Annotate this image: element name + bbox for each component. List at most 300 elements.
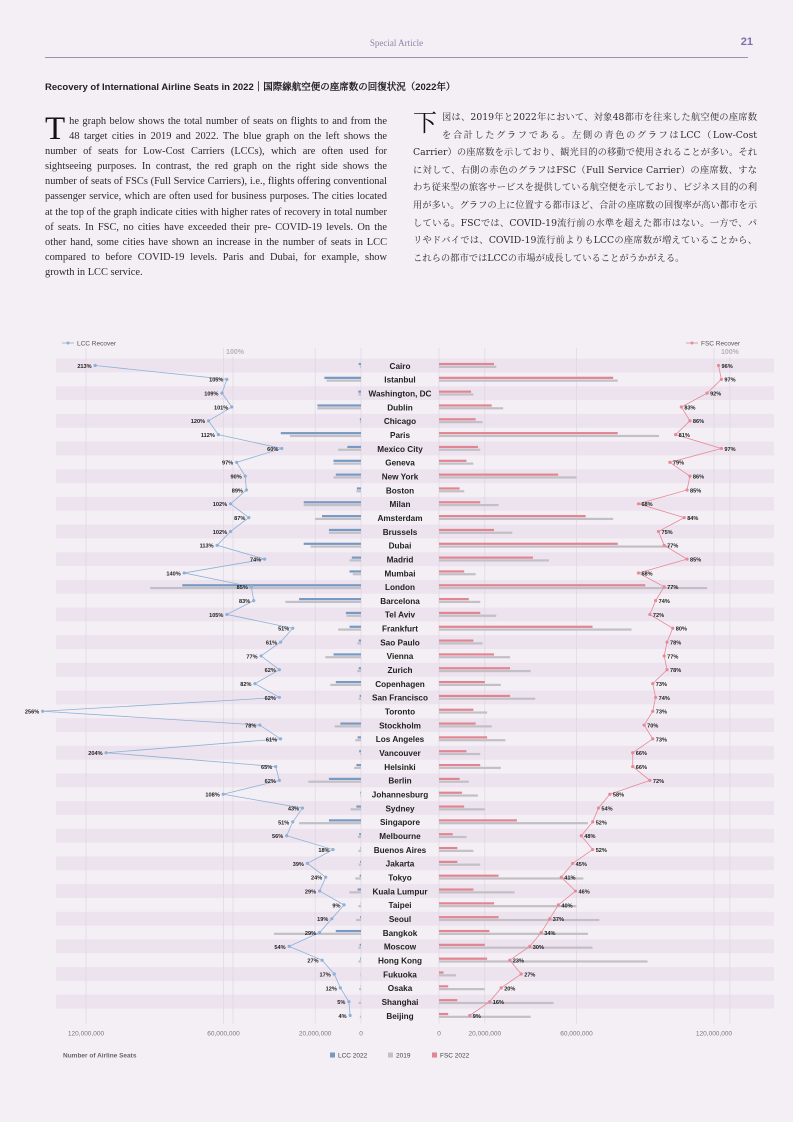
city-label: Brussels	[382, 527, 418, 537]
bar-lcc-2019	[360, 794, 361, 796]
fsc-recover-point	[608, 793, 611, 796]
bar-lcc-2019	[347, 615, 361, 617]
header-rule	[45, 57, 748, 58]
fsc-recover-point	[528, 945, 531, 948]
fsc-recover-label: 68%	[641, 502, 653, 509]
bar-lcc-2019	[327, 380, 361, 382]
lcc-recover-point	[41, 710, 44, 713]
bar-fsc-2019	[439, 960, 648, 962]
fsc-recover-label: 96%	[721, 363, 733, 370]
fsc-recover-point	[643, 723, 646, 726]
axis-tick-fsc: 60,000,000	[560, 1030, 593, 1038]
fsc-recover-label: 23%	[512, 958, 524, 965]
bar-fsc-2022	[439, 695, 510, 697]
fsc-recover-label: 52%	[595, 847, 607, 854]
bar-fsc-2019	[439, 407, 503, 409]
bar-lcc-2019	[358, 960, 361, 962]
bar-lcc-2019	[354, 767, 361, 769]
lcc-recover-label: 61%	[265, 737, 278, 744]
fsc-recover-label: 79%	[672, 460, 685, 467]
lcc-recover-label: 113%	[199, 543, 214, 550]
city-label: Berlin	[388, 776, 412, 786]
lcc-recover-label: 61%	[265, 640, 278, 647]
bar-fsc-2019	[439, 421, 483, 423]
lcc-recover-label: 256%	[24, 709, 40, 716]
bar-fsc-2022	[439, 681, 485, 683]
bar-fsc-2022	[439, 819, 517, 821]
bar-fsc-2019	[439, 1013, 531, 1020]
bar-fsc-2022	[439, 958, 487, 960]
fsc-recover-point	[685, 558, 688, 561]
bar-fsc-2022	[439, 391, 471, 393]
city-label: Los Angeles	[375, 735, 425, 745]
bar-lcc-2019	[299, 822, 361, 824]
lcc-recover-point	[244, 475, 247, 478]
fsc-recover-label: 77%	[667, 543, 679, 550]
lcc-recover-point	[105, 751, 108, 754]
city-label: Mumbai	[384, 569, 416, 579]
bar-lcc-2019	[338, 449, 361, 451]
bar-lcc-2022	[329, 819, 361, 821]
city-label: Taipei	[388, 901, 412, 911]
fsc-recover-label: 73%	[655, 681, 667, 688]
fsc-recover-label: 84%	[687, 516, 699, 523]
bar-fsc-2019	[439, 518, 613, 520]
bar-lcc-2022	[360, 861, 361, 863]
fsc-recover-label: 34%	[544, 930, 556, 937]
lcc-recover-point	[306, 862, 309, 865]
lcc-recover-point	[278, 668, 281, 671]
legend-fsc-recover-label: FSC Recover	[701, 340, 741, 348]
lcc-recover-point	[320, 959, 323, 962]
fsc-recover-label: 30%	[532, 944, 544, 951]
lcc-recover-point	[225, 378, 228, 381]
lcc-recover-label: 102%	[212, 529, 228, 536]
lcc-recover-label: 12%	[325, 986, 337, 993]
fsc-recover-label: 37%	[552, 917, 565, 924]
bar-lcc-2022	[329, 529, 361, 531]
bar-fsc-2019	[439, 836, 467, 838]
city-label: Dublin	[387, 403, 413, 413]
lcc-recover-label: 77%	[246, 654, 258, 661]
bar-lcc-2019	[334, 476, 362, 478]
lcc-recover-point	[339, 986, 342, 989]
bar-fsc-2022	[439, 529, 494, 531]
lcc-recover-point	[263, 558, 266, 561]
fsc-recover-label: 75%	[661, 529, 673, 536]
dropcap-japanese: 下	[413, 109, 437, 137]
legend-lcc-recover-label: LCC Recover	[77, 340, 117, 348]
bar-lcc-2019	[338, 628, 361, 630]
bar-lcc-2019	[360, 1016, 361, 1018]
fsc-recover-label: 45%	[575, 861, 587, 868]
bar-lcc-2022	[360, 916, 361, 918]
city-label: Zurich	[387, 666, 413, 676]
bar-lcc-2019	[358, 947, 361, 949]
bar-lcc-2022	[359, 667, 361, 669]
axis-tick-lcc: 60,000,000	[207, 1030, 240, 1038]
lcc-recover-point	[245, 488, 248, 491]
row-band	[56, 856, 774, 870]
lcc-recover-point	[94, 364, 97, 367]
legend-swatch	[432, 1053, 437, 1058]
bar-fsc-2022	[439, 487, 460, 489]
lcc-recover-label: 27%	[307, 958, 319, 965]
fsc-recover-label: 74%	[658, 695, 670, 702]
fsc-recover-label: 86%	[692, 419, 705, 426]
bar-lcc-2019	[350, 808, 361, 810]
bar-fsc-2019	[439, 794, 478, 796]
fsc-recover-label: 85%	[690, 557, 702, 564]
lcc-recover-point	[253, 682, 256, 685]
bar-fsc-2019	[439, 753, 480, 755]
bar-fsc-2022	[439, 750, 467, 752]
fsc-recover-point	[468, 1014, 471, 1017]
fsc-recover-point	[654, 599, 657, 602]
legend-lcc-recover-marker	[67, 342, 70, 345]
bar-lcc-2022	[304, 501, 361, 503]
fsc-recover-label: 41%	[564, 875, 576, 882]
fsc-recover-point	[717, 364, 720, 367]
city-label: Seoul	[388, 915, 412, 924]
fsc-recover-point	[631, 765, 634, 768]
bar-fsc-2019	[439, 725, 492, 727]
bar-fsc-2022	[439, 999, 457, 1001]
city-label: Cairo	[389, 361, 411, 371]
bar-fsc-2019	[439, 988, 485, 990]
city-label: Amsterdam	[377, 513, 423, 523]
bar-fsc-2022	[439, 971, 444, 973]
bar-fsc-2019	[439, 532, 512, 534]
bar-fsc-2019	[439, 864, 480, 866]
bar-lcc-2019	[360, 974, 361, 976]
bar-lcc-2022	[299, 598, 361, 600]
lcc-recover-point	[274, 765, 277, 768]
city-label: Madrid	[386, 555, 414, 565]
bar-fsc-2022	[439, 764, 480, 766]
fsc-recover-label: 83%	[684, 405, 696, 412]
lcc-recover-label: 109%	[204, 391, 219, 398]
fsc-recover-point	[648, 613, 651, 616]
lcc-recover-label: 78%	[245, 723, 257, 730]
bar-lcc-2022	[358, 736, 361, 738]
bar-fsc-2019	[439, 656, 510, 658]
fsc-recover-point	[674, 433, 677, 436]
fsc-recover-point	[657, 530, 660, 533]
bar-lcc-2022	[360, 418, 361, 420]
bar-lcc-2019	[360, 421, 361, 423]
lcc-recover-point	[220, 392, 223, 395]
lcc-recover-label: 62%	[264, 695, 276, 702]
lcc-recover-point	[217, 433, 220, 436]
row-band	[56, 912, 774, 926]
bar-fsc-2019	[439, 380, 618, 382]
bar-lcc-2019	[357, 642, 361, 644]
fsc-recover-label: 81%	[678, 433, 690, 440]
fsc-recover-point	[591, 820, 594, 823]
page-number: 21	[740, 36, 753, 48]
fsc-recover-point	[648, 779, 651, 782]
bar-lcc-2019	[304, 504, 361, 506]
city-label: Copenhagen	[375, 679, 425, 689]
fsc-recover-point	[560, 876, 563, 879]
city-label: Paris	[389, 430, 411, 440]
bar-fsc-2022	[439, 653, 494, 655]
bar-fsc-2022	[439, 930, 489, 932]
axis-tick-lcc: 20,000,000	[298, 1030, 332, 1038]
fsc-recover-point	[680, 405, 683, 408]
bar-fsc-2019	[439, 891, 515, 893]
bar-fsc-2019	[439, 449, 480, 451]
city-label: Buenos Aires	[373, 845, 427, 855]
bar-fsc-2022	[439, 861, 457, 863]
fsc-recover-point	[663, 544, 666, 547]
lcc-recover-label: 24%	[311, 875, 323, 882]
lcc-recover-label: 62%	[264, 668, 276, 675]
lcc-recover-label: 108%	[205, 792, 220, 799]
fsc-recover-label: 73%	[655, 737, 667, 744]
city-label: Singapore	[379, 818, 421, 828]
bar-fsc-2019	[439, 684, 501, 686]
dropcap-english: T	[45, 111, 66, 147]
legend-label: 2019	[396, 1052, 411, 1060]
bar-fsc-2019	[439, 711, 487, 713]
bar-fsc-2019	[439, 670, 531, 672]
axis-tick-fsc: 0	[437, 1030, 441, 1038]
city-label: New York	[381, 472, 419, 482]
bar-lcc-2019	[359, 1002, 361, 1004]
bar-lcc-2019	[349, 891, 361, 893]
bar-fsc-2019	[439, 545, 670, 547]
city-label: Washington, DC	[368, 389, 432, 399]
fsc-recover-label: 78%	[670, 668, 682, 675]
bar-fsc-2019	[439, 767, 501, 769]
lcc-recover-point	[279, 641, 282, 644]
bar-fsc-2022	[439, 598, 469, 600]
fsc-recover-label: 72%	[652, 612, 665, 619]
fsc-recover-label: 97%	[724, 377, 736, 384]
city-label: Kuala Lumpur	[372, 887, 428, 897]
bar-lcc-2022	[360, 875, 361, 877]
lcc-recover-point	[225, 613, 228, 616]
legend-fsc-recover-marker	[691, 342, 694, 345]
bar-lcc-2019	[360, 753, 361, 755]
lcc-recover-label: 83%	[239, 599, 251, 606]
bar-lcc-2022	[334, 653, 362, 655]
fsc-recover-point	[488, 1000, 491, 1003]
lcc-recover-point	[252, 599, 255, 602]
bar-lcc-2019	[359, 698, 361, 700]
lcc-recover-label: 17%	[319, 972, 331, 979]
lcc-recover-point	[278, 779, 281, 782]
bar-fsc-2019	[439, 781, 469, 783]
bar-lcc-2022	[336, 930, 361, 932]
fsc-recover-label: 48%	[584, 834, 596, 841]
lcc-recover-point	[330, 917, 333, 920]
lcc-recover-label: 5%	[337, 1000, 346, 1007]
fsc-recover-point	[683, 516, 686, 519]
bar-fsc-2022	[439, 418, 476, 420]
bar-fsc-2022	[439, 778, 460, 780]
city-label: Sydney	[385, 804, 415, 814]
bar-lcc-2019	[315, 518, 361, 520]
bar-fsc-2022	[439, 626, 593, 628]
bar-lcc-2019	[359, 988, 361, 990]
bar-lcc-2022	[359, 640, 361, 642]
bar-lcc-2022	[182, 584, 361, 586]
fsc-recover-label: 52%	[595, 820, 607, 827]
fsc-recover-label: 16%	[492, 1000, 504, 1007]
bar-lcc-2019	[356, 490, 361, 492]
city-label: Osaka	[387, 984, 413, 994]
fsc-recover-label: 77%	[667, 654, 679, 661]
lcc-recover-label: 102%	[212, 502, 228, 509]
fsc-recover-point	[654, 696, 657, 699]
bar-lcc-2019	[290, 435, 361, 437]
lcc-recover-point	[301, 806, 304, 809]
bar-lcc-2019	[358, 850, 361, 852]
legend-swatch	[388, 1053, 393, 1058]
city-label: Tel Aviv	[384, 610, 416, 620]
lcc-recover-label: 112%	[200, 433, 215, 440]
fsc-recover-point	[671, 627, 674, 630]
city-label: Geneva	[385, 458, 415, 468]
bar-fsc-2022	[439, 847, 457, 849]
bar-lcc-2022	[317, 404, 361, 406]
city-label: Shanghai	[381, 997, 419, 1007]
bar-fsc-2022	[439, 640, 473, 642]
lcc-recover-point	[250, 585, 253, 588]
bar-lcc-2019	[335, 725, 361, 727]
fsc-recover-point	[651, 682, 654, 685]
city-label: Barcelona	[380, 596, 420, 606]
row-band	[56, 801, 774, 815]
bar-fsc-2019	[439, 601, 480, 603]
axis-tick-lcc: 120,000,000	[67, 1030, 105, 1038]
fsc-recover-label: 9%	[472, 1013, 481, 1020]
bar-fsc-2019	[439, 476, 577, 478]
legend-label: FSC 2022	[440, 1052, 470, 1060]
fsc-recover-label: 20%	[504, 986, 516, 993]
bar-lcc-2022	[334, 460, 362, 462]
bar-lcc-2022	[336, 474, 361, 476]
city-label: Toronto	[384, 707, 416, 717]
bar-fsc-2019	[439, 808, 485, 810]
bar-fsc-2022	[439, 833, 453, 835]
lcc-recover-label: 39%	[292, 861, 304, 868]
lcc-recover-point	[247, 516, 250, 519]
lcc-recover-label: 97%	[221, 460, 234, 467]
fsc-recover-point	[665, 641, 668, 644]
lcc-recover-label: 60%	[267, 446, 279, 453]
bar-lcc-2022	[356, 764, 361, 766]
city-label: Hong Kong	[377, 956, 423, 966]
bar-lcc-2019	[311, 545, 361, 547]
fsc-recover-point	[720, 378, 723, 381]
bar-lcc-2022	[350, 626, 361, 628]
fsc-recover-label: 27%	[524, 972, 536, 979]
bar-fsc-2022	[439, 888, 473, 890]
fsc-recover-point	[637, 502, 640, 505]
bar-fsc-2019	[439, 393, 473, 395]
bar-fsc-2022	[439, 501, 480, 503]
airline-seats-chart	[0, 330, 793, 1122]
body-text-japanese-content: 図は、2019年と2022年において、対象48都市を往来した航空便の座席数を合計したグラフである。左側の青色のグラフはLCC（Low-Cost Carrier）の座席数を示しており、観光目的の移動で使用されることが多い。それに対して、右側の赤色のグラフはFSC（Full Service Carrier）の座席数、すなわち従来型の旅客サービスを提供している航空便を示しており、ビジネス目的の利用が多い。グラフの上に位置する都市ほど、合計の座席数の回復率が高い都市を示している。FSCでは、COVID-19流行前の水準を超えた都市はない。一方で、パリやドバイでは、COVID-19流行前よりもLCCの座席数が増えていることから、これらの都市ではLCCの市場が成長していることがうかがえる。	[413, 112, 757, 264]
bar-lcc-2022	[322, 515, 361, 517]
fsc-recover-label: 58%	[612, 792, 625, 799]
bar-lcc-2022	[360, 792, 361, 794]
bar-fsc-2022	[439, 722, 476, 724]
bar-fsc-2022	[439, 875, 499, 877]
fsc-recover-point	[663, 585, 666, 588]
bar-fsc-2019	[439, 850, 473, 852]
lcc-recover-point	[229, 530, 232, 533]
lcc-recover-point	[279, 737, 282, 740]
lcc-recover-label: 65%	[260, 764, 273, 771]
bar-fsc-2022	[439, 916, 499, 918]
lcc-recover-point	[318, 889, 321, 892]
lcc-recover-point	[278, 696, 281, 699]
bar-fsc-2019	[439, 573, 476, 575]
bar-fsc-2019	[439, 642, 483, 644]
bar-fsc-2022	[439, 363, 494, 365]
body-text-japanese	[413, 109, 757, 267]
bar-lcc-2022	[359, 750, 361, 752]
bar-fsc-2022	[439, 446, 478, 448]
bar-lcc-2019	[308, 781, 361, 783]
bar-fsc-2019	[439, 463, 473, 465]
fsc-recover-label: 66%	[635, 764, 647, 771]
lcc-recover-label: 101%	[213, 405, 229, 412]
lcc-recover-point	[229, 502, 232, 505]
bar-fsc-2022	[439, 1013, 448, 1015]
row-band	[56, 773, 774, 787]
axis-tick-fsc: 20,000,000	[468, 1030, 502, 1038]
city-label: Beijing	[386, 1011, 414, 1021]
bar-lcc-2019	[355, 877, 361, 879]
bar-fsc-2022	[439, 557, 533, 559]
city-label: Istanbul	[384, 375, 416, 385]
city-label: Frankfurt	[382, 624, 418, 634]
bar-fsc-2022	[439, 460, 467, 462]
bar-fsc-2022	[439, 515, 586, 517]
bar-lcc-2019	[358, 836, 361, 838]
row-band	[56, 497, 774, 511]
city-label: Dubai	[388, 541, 412, 551]
fsc-recover-label: 68%	[641, 571, 653, 578]
bar-fsc-2022	[439, 474, 558, 476]
lcc-recover-label: 29%	[304, 889, 317, 896]
bar-lcc-2022	[346, 612, 361, 614]
lcc-recover-label: 51%	[278, 820, 290, 827]
bar-lcc-2022	[360, 944, 361, 946]
fsc-recover-label: 92%	[710, 391, 722, 398]
fsc-recover-point	[574, 889, 577, 892]
fsc-recover-label: 80%	[675, 626, 687, 633]
bar-fsc-2019	[439, 435, 659, 437]
bar-fsc-2019	[439, 490, 464, 492]
lcc-recover-point	[318, 931, 321, 934]
bar-lcc-2019	[355, 739, 361, 741]
bar-fsc-2019	[439, 366, 496, 368]
city-label: Moscow	[383, 942, 417, 952]
city-label: Mexico City	[377, 444, 423, 454]
fsc-recover-label: 85%	[690, 488, 702, 495]
lcc-recover-label: 4%	[338, 1013, 347, 1020]
bar-fsc-2019	[439, 504, 499, 506]
fsc-recover-point	[500, 986, 503, 989]
fsc-recover-point	[668, 461, 671, 464]
